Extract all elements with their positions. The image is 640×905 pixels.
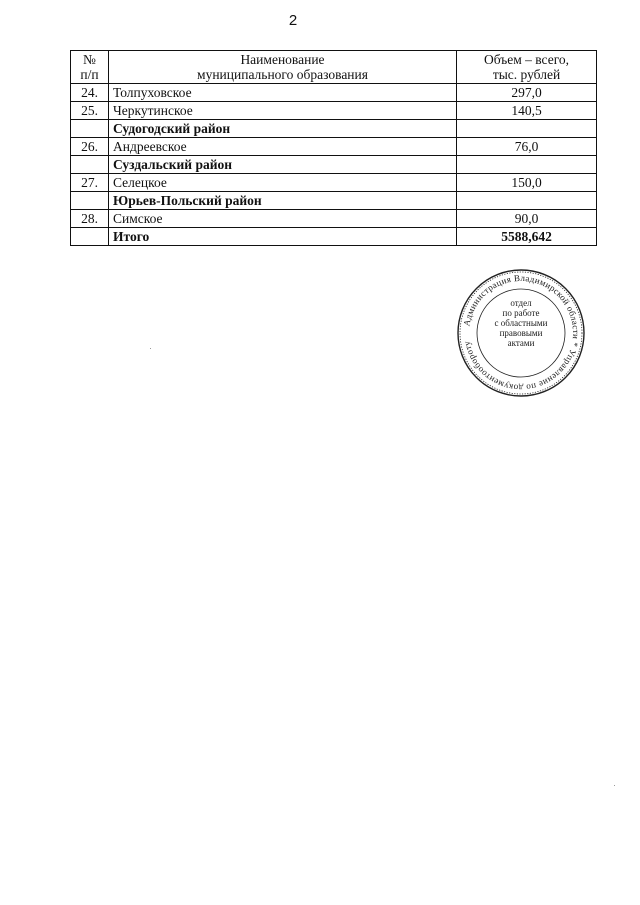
row-num — [71, 120, 109, 138]
row-num — [71, 156, 109, 174]
table-row — [71, 138, 597, 156]
row-name: Симское — [109, 210, 457, 228]
table-row — [71, 174, 597, 192]
row-volume: 76,0 — [457, 138, 597, 156]
header-num: № п/п — [71, 51, 109, 84]
row-name: Судогодский район — [109, 120, 457, 138]
table-row — [71, 102, 597, 120]
table-header-row — [71, 51, 597, 84]
row-name: Андреевское — [109, 138, 457, 156]
stamp-ring-text: Администрация Владимирской области * Управление по документообороту — [461, 272, 582, 394]
table-row — [71, 120, 597, 138]
row-volume — [457, 192, 597, 210]
row-name: Селецкое — [109, 174, 457, 192]
scan-speck — [150, 348, 151, 349]
row-num: 27. — [71, 174, 109, 192]
header-name: Наименование муниципального образования — [109, 51, 457, 84]
row-volume — [457, 120, 597, 138]
row-volume: 297,0 — [457, 84, 597, 102]
row-num: 26. — [71, 138, 109, 156]
row-name: Суздальский район — [109, 156, 457, 174]
stamp-line: правовыми — [499, 328, 543, 338]
row-name: Черкутинское — [109, 102, 457, 120]
row-volume: 140,5 — [457, 102, 597, 120]
row-name: Толпуховское — [109, 84, 457, 102]
stamp-line: актами — [507, 338, 535, 348]
table-row — [71, 84, 597, 102]
row-num: 28. — [71, 210, 109, 228]
header-volume: Объем – всего, тыс. рублей — [457, 51, 597, 84]
stamp-line: по работе — [502, 308, 540, 318]
row-num: 25. — [71, 102, 109, 120]
row-num — [71, 228, 109, 246]
stamp-line: с областными — [494, 318, 548, 328]
row-num: 24. — [71, 84, 109, 102]
row-volume — [457, 156, 597, 174]
official-stamp — [456, 268, 586, 398]
stamp-lines — [486, 298, 556, 348]
row-num — [71, 192, 109, 210]
row-name: Итого — [109, 228, 457, 246]
row-volume: 150,0 — [457, 174, 597, 192]
stamp-line: отдел — [510, 298, 532, 308]
page-number: 2 — [288, 12, 298, 29]
budget-table — [70, 50, 597, 246]
scan-speck — [614, 785, 615, 786]
row-volume: 90,0 — [457, 210, 597, 228]
table-row — [71, 228, 597, 246]
row-volume: 5588,642 — [457, 228, 597, 246]
table-row — [71, 156, 597, 174]
table-row — [71, 210, 597, 228]
table-row — [71, 192, 597, 210]
row-name: Юрьев-Польский район — [109, 192, 457, 210]
